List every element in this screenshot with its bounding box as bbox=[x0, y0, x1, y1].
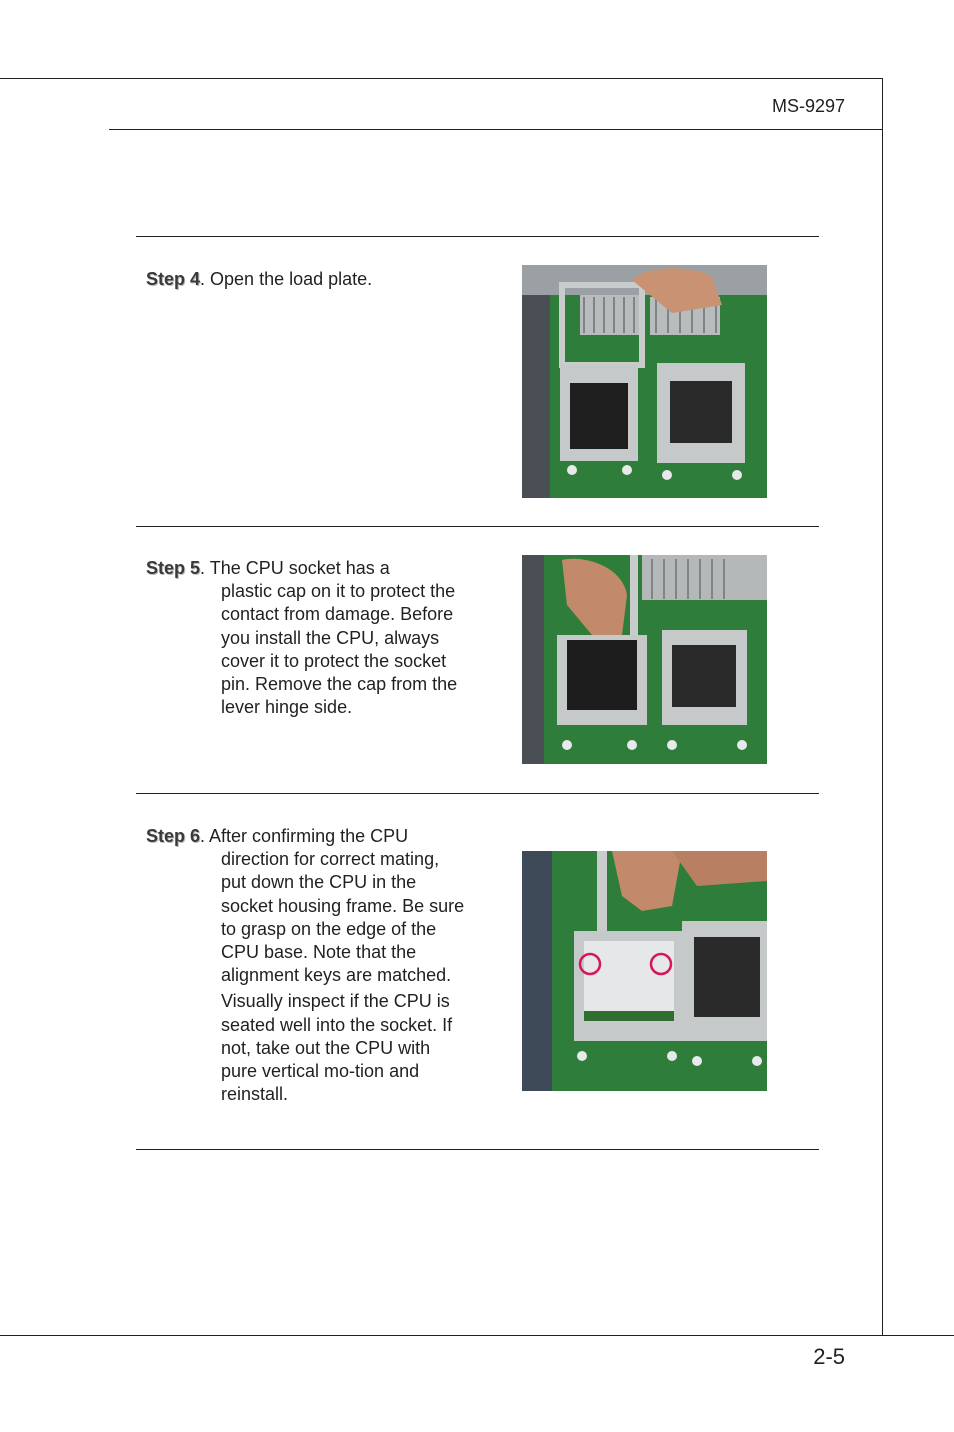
model-number: MS-9297 bbox=[771, 96, 845, 116]
cpu-socket-load-plate-open-photo bbox=[522, 265, 767, 498]
header-rule bbox=[109, 129, 883, 130]
step-label: Step 4 bbox=[146, 269, 201, 289]
section-divider bbox=[136, 793, 819, 794]
section-divider bbox=[136, 236, 819, 237]
step-6-text bbox=[146, 825, 466, 1106]
step-label: Step 5 bbox=[146, 558, 201, 578]
step-instruction: direction for correct mating, put down the CPU in the socket housing frame. Be sure to grasp on the edge of the CPU base. Note that the alignment keys are matched. bbox=[221, 849, 465, 986]
step-instruction: . Open the load plate. bbox=[200, 269, 373, 289]
step-label: Step 6 bbox=[146, 826, 201, 846]
step-4-text bbox=[146, 268, 466, 291]
step-instruction-lead: . The CPU socket has a bbox=[200, 558, 390, 578]
page-number: 2-5 bbox=[813, 1344, 845, 1369]
step-instruction: plastic cap on it to protect the contact from damage. Before you install the CPU, always cover it to protect the socket pin. Remove the cap from the lever hinge side. bbox=[221, 581, 458, 718]
right-frame-rule bbox=[882, 78, 883, 1336]
step-instruction-lead: . After confirming the CPU bbox=[200, 826, 409, 846]
cpu-placement-photo bbox=[522, 851, 767, 1091]
section-divider bbox=[136, 1149, 819, 1150]
top-frame-rule bbox=[0, 78, 883, 79]
step-inspection-note: Visually inspect if the CPU is seated well into the socket. If not, take out the CPU with pure vertical mo-tion and reinstall. bbox=[221, 991, 453, 1105]
bottom-frame-rule bbox=[0, 1335, 954, 1336]
step-5-text bbox=[146, 557, 466, 719]
section-divider bbox=[136, 526, 819, 527]
socket-cap-removal-photo bbox=[522, 555, 767, 764]
